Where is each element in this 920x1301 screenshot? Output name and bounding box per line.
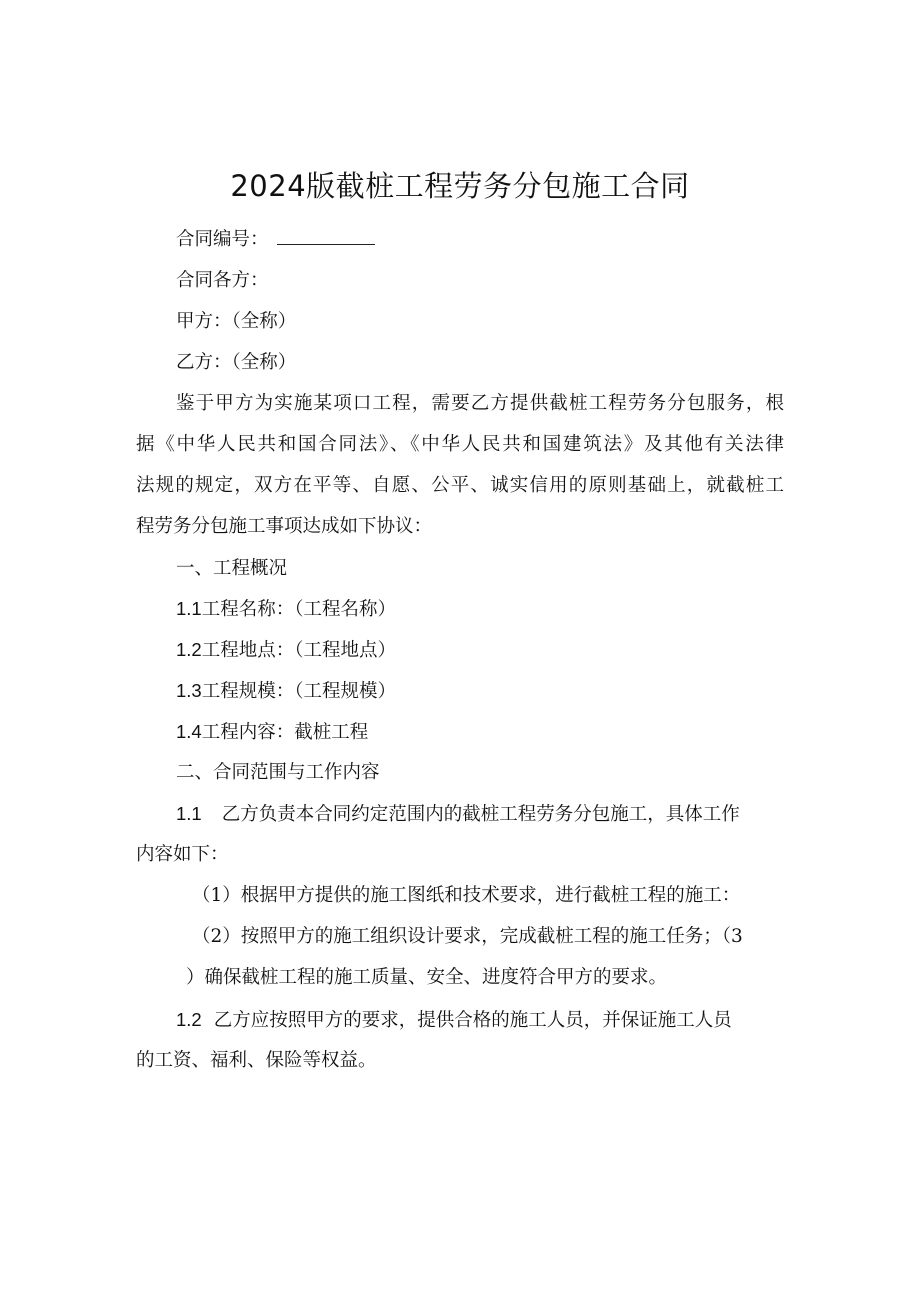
section-1-item-1 xyxy=(176,595,396,624)
preamble-line-3: 法规的规定，双方在平等、自愿、公平、诚实信用的原则基础上，就截桩工 xyxy=(136,475,784,496)
section-2-sub-2: （2）按照甲方的施工组织设计要求，完成截桩工程的施工任务；（3 xyxy=(192,926,743,947)
party-a: 甲方：（全称） xyxy=(176,311,297,332)
item-number: 1.3 xyxy=(176,680,202,701)
section-2-item-2-line-2: 的工资、福利、保险等权益。 xyxy=(136,1050,377,1071)
preamble-line-1: 鉴于甲方为实施某项口工程，需要乙方提供截桩工程劳务分包服务，根 xyxy=(176,393,784,414)
item-text: 工程规模：（工程规模） xyxy=(201,681,396,702)
contract-number-blank xyxy=(277,226,375,245)
item-number: 1.4 xyxy=(176,721,202,742)
section-1-item-3 xyxy=(176,677,396,706)
section-2-sub-1: （1）根据甲方提供的施工图纸和技术要求，进行截桩工程的施工： xyxy=(192,885,741,906)
preamble-line-2: 据《中华人民共和国合同法》、《中华人民共和国建筑法》及其他有关法律 xyxy=(136,434,784,455)
preamble-line-4: 程劳务分包施工事项达成如下协议： xyxy=(136,516,433,537)
item-text: 工程名称：（工程名称） xyxy=(201,599,396,620)
item-text: 工程内容：截桩工程 xyxy=(201,722,369,743)
section-2-item-2-line-1 xyxy=(176,1006,732,1035)
section-1-heading: 一、工程概况 xyxy=(176,558,288,579)
item-text: 乙方应按照甲方的要求，提供合格的施工人员，并保证施工人员 xyxy=(213,1010,732,1031)
item-number: 1.1 xyxy=(176,598,202,619)
item-number: 1.2 xyxy=(176,1009,202,1030)
section-2-item-1-line-2: 内容如下： xyxy=(136,844,229,865)
item-number: 1.2 xyxy=(176,639,202,660)
document-title: 2024版截桩工程劳务分包施工合同 xyxy=(230,169,690,203)
parties-label: 合同各方： xyxy=(176,270,269,291)
section-2-sub-3: ）确保截桩工程的施工质量、安全、进度符合甲方的要求。 xyxy=(186,967,668,988)
item-text: 乙方负责本合同约定范围内的截桩工程劳务分包施工，具体工作 xyxy=(221,804,740,825)
section-1-item-4 xyxy=(176,718,368,747)
party-b: 乙方：（全称） xyxy=(176,352,297,373)
section-2-item-1-line-1 xyxy=(176,800,740,829)
contract-number-label: 合同编号： xyxy=(176,229,269,250)
section-2-heading: 二、合同范围与工作内容 xyxy=(176,762,380,783)
item-number: 1.1 xyxy=(176,803,202,824)
item-text: 工程地点：（工程地点） xyxy=(201,640,396,661)
contract-number-line xyxy=(176,226,375,254)
section-1-item-2 xyxy=(176,636,396,665)
